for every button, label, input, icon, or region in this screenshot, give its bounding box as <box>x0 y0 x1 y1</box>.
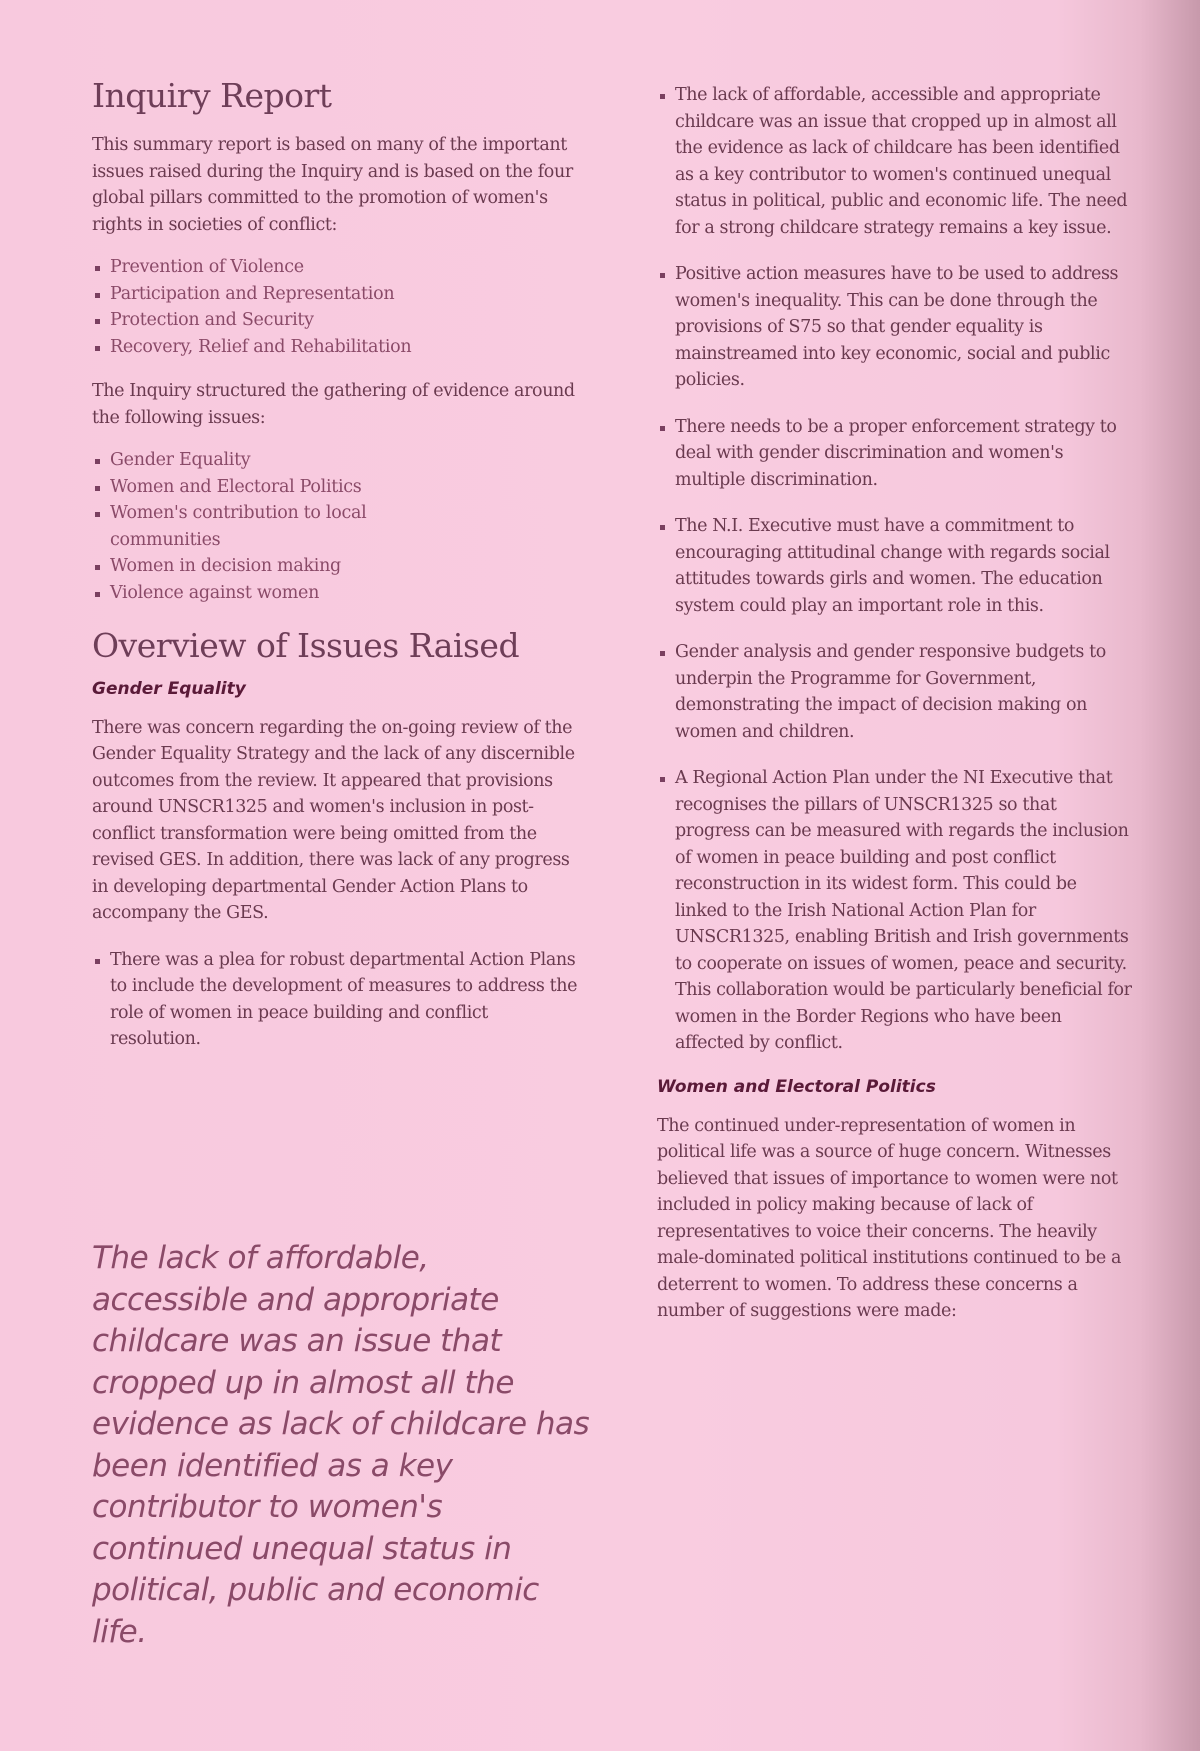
left-column <box>92 78 582 1073</box>
pillar-item: Protection and Security <box>92 307 582 334</box>
issue-item: Women's contribution to local communities <box>92 500 440 553</box>
overview-title: Overview of Issues Raised <box>92 626 520 666</box>
bullet-item: The lack of affordable, accessible and appropriate childcare was an issue that cropped up in almost all the evidence as lack of childcare has been identified as a key contributor to women's continued unequal status in political, public and economic life. The need for a strong childcare strategy remains a key issue. <box>657 82 1132 241</box>
pillar-item: Prevention of Violence <box>92 254 582 281</box>
pillar-item: Participation and Representation <box>92 281 582 308</box>
electoral-politics-paragraph: The continued under-representation of women in political life was a source of huge concern. Witnesses believed that issues of importance to women were not included in policy making because of lack of representatives to voice their concerns. The heavily male-dominated political institutions continued to be a deterrent to women. To address these concerns a number of suggestions were made: <box>657 1115 1121 1321</box>
gender-equality-paragraph: There was concern regarding the on-going review of the Gender Equality Strategy and the lack of any discernible outcomes from the review. It appeared that provisions around UNSCR1325 and women's inclusion in post-conflict transformation were being omitted from the revised GES. In addition, there was lack of any progress in developing departmental Gender Action Plans to accompany the GES. <box>92 717 575 924</box>
gender-equality-heading: Gender Equality <box>92 678 246 699</box>
pillar-item: Recovery, Relief and Rehabilitation <box>92 334 582 361</box>
issue-item: Gender Equality <box>92 447 582 474</box>
bullet-item: There was a plea for robust departmental Action Plans to include the development of measures to address the role of women in peace building and conflict resolution. <box>92 947 582 1053</box>
inquiry-intro: This summary report is based on many of the important issues raised during the Inquiry and is based on the four global pillars committed to the promotion of women's rights in societies of conflict: <box>92 135 573 235</box>
right-column <box>657 82 1132 1341</box>
issue-item: Violence against women <box>92 580 582 607</box>
issue-item: Women and Electoral Politics <box>92 474 582 501</box>
pillars-list <box>92 254 582 360</box>
recommendations-list <box>657 82 1132 1057</box>
bullet-item: Positive action measures have to be used to address women's inequality. This can be done through the provisions of S75 so that gender equality is mainstreamed into key economic, social and public policies. <box>657 261 1132 394</box>
issue-item: Women in decision making <box>92 553 582 580</box>
electoral-politics-heading: Women and Electoral Politics <box>657 1076 936 1097</box>
bullet-item: There needs to be a proper enforcement strategy to deal with gender discrimination and women's multiple discrimination. <box>657 414 1132 494</box>
gender-equality-bullets <box>92 947 582 1053</box>
inquiry-report-title: Inquiry Report <box>92 76 332 115</box>
bullet-item: The N.I. Executive must have a commitment to encouraging attitudinal change with regards social attitudes towards girls and women. The education system could play an important role in this. <box>657 513 1132 619</box>
bullet-item: Gender analysis and gender responsive budgets to underpin the Programme for Government, demonstrating the impact of decision making on women and children. <box>657 639 1132 745</box>
issues-list <box>92 447 582 606</box>
pull-quote: The lack of affordable, accessible and appropriate childcare was an issue that cropped up in almost all the evidence as lack of childcare has been identified as a key contributor to women's continued unequal status in political, public and economic life. <box>92 1240 590 1650</box>
bullet-item: A Regional Action Plan under the NI Executive that recognises the pillars of UNSCR1325 so that progress can be measured with regards the inclusion of women in peace building and post conflict reconstruction in its widest form. This could be linked to the Irish National Action Plan for UNSCR1325, enabling British and Irish governments to cooperate on issues of women, peace and security. This collaboration would be particularly beneficial for women in the Border Regions who have been affected by conflict. <box>657 765 1132 1057</box>
structure-text: The Inquiry structured the gathering of evidence around the following issues: <box>92 381 575 428</box>
